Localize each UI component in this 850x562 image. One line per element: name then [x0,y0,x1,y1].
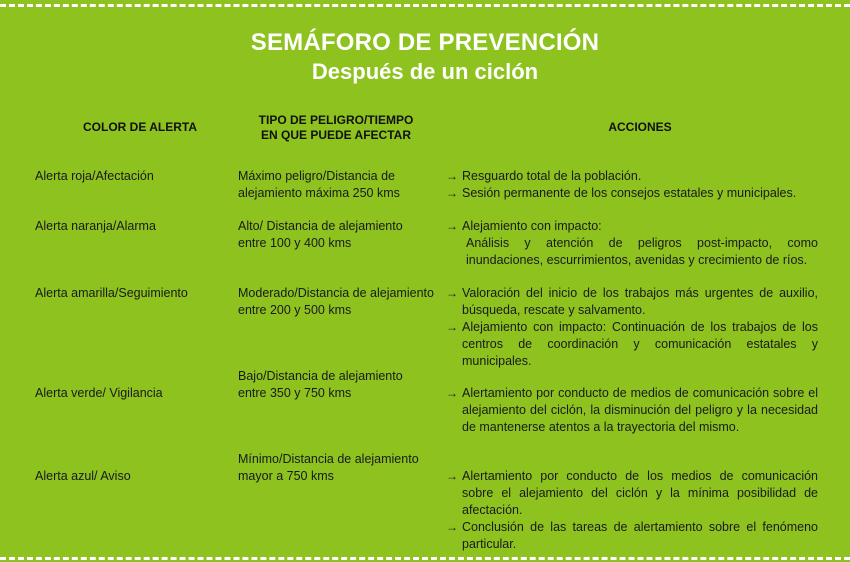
row-tipo-verde: Bajo/Distancia de alejamiento entre 350 y 750 kms [238,369,403,400]
action-item-continuation: Análisis y atención de peligros post-impacto, como inundaciones, escurrimientos, avenidas y crecimiento de ríos. [466,236,818,267]
header-color-de-alerta: COLOR DE ALERTA [83,120,197,134]
action-item: → Sesión permanente de los consejos estatales y municipales. [446,186,797,200]
action-item: → Conclusión de las tareas de alertamiento sobre el fenómeno particular. [446,520,818,551]
bottom-dashed-border [0,557,850,560]
action-item: → Resguardo total de la población. [446,169,642,183]
row-tipo-azul: Mínimo/Distancia de alejamiento mayor a 750 kms [238,452,419,483]
action-item: → Alejamiento con impacto: Continuación de los trabajos de los centros de coordinación y comunicación estatales y municipales. [446,320,818,368]
arrow-right-icon: → [446,520,458,534]
row-tipo-amarilla: Moderado/Distancia de alejamiento entre 200 y 500 kms [238,286,434,317]
row-alerta-azul: Alerta azul/ Aviso [35,469,131,483]
action-item: → Alejamiento con impacto: [446,219,602,233]
action-item: → Valoración del inicio de los trabajos más urgentes de auxilio, búsqueda, rescate y salvamento. [446,286,818,317]
row-acciones-azul [446,468,818,553]
header-acciones: ACCIONES [608,120,672,134]
header-tipo-line2: EN QUE PUEDE AFECTAR [260,128,411,142]
row-acciones-roja [446,168,818,202]
action-item: → Alertamiento por conducto de los medios de comunicación sobre el alejamiento del ciclón y la mínima posibilidad de afectación. [446,469,818,517]
title-block [0,28,850,86]
arrow-right-icon: → [446,186,458,200]
header-tipo-de-peligro [236,113,436,143]
arrow-right-icon: → [446,219,458,233]
arrow-right-icon: → [446,469,458,483]
arrow-right-icon: → [446,320,458,334]
arrow-right-icon: → [446,286,458,300]
row-alerta-naranja: Alerta naranja/Alarma [35,219,156,233]
row-acciones-naranja [446,218,818,269]
row-acciones-verde [446,385,818,436]
arrow-right-icon: → [446,169,458,183]
row-tipo-naranja: Alto/ Distancia de alejamiento entre 100 y 400 kms [238,219,403,250]
row-tipo-roja: Máximo peligro/Distancia de alejamiento máxima 250 kms [238,169,400,200]
page-subtitle: Después de un ciclón [311,59,539,84]
row-alerta-amarilla: Alerta amarilla/Seguimiento [35,286,188,300]
row-alerta-roja: Alerta roja/Afectación [35,169,154,183]
row-alerta-verde: Alerta verde/ Vigilancia [35,386,163,400]
top-dashed-border [0,4,850,7]
page-title: SEMÁFORO DE PREVENCIÓN [250,29,600,56]
arrow-right-icon: → [446,386,458,400]
action-item: → Alertamiento por conducto de medios de comunicación sobre el alejamiento del ciclón, la disminución del peligro y la necesidad de mantenerse atentos a la trayectoria del mismo. [446,386,818,434]
row-acciones-amarilla [446,285,818,370]
header-tipo-line1: TIPO DE PELIGRO/TIEMPO [258,113,414,127]
